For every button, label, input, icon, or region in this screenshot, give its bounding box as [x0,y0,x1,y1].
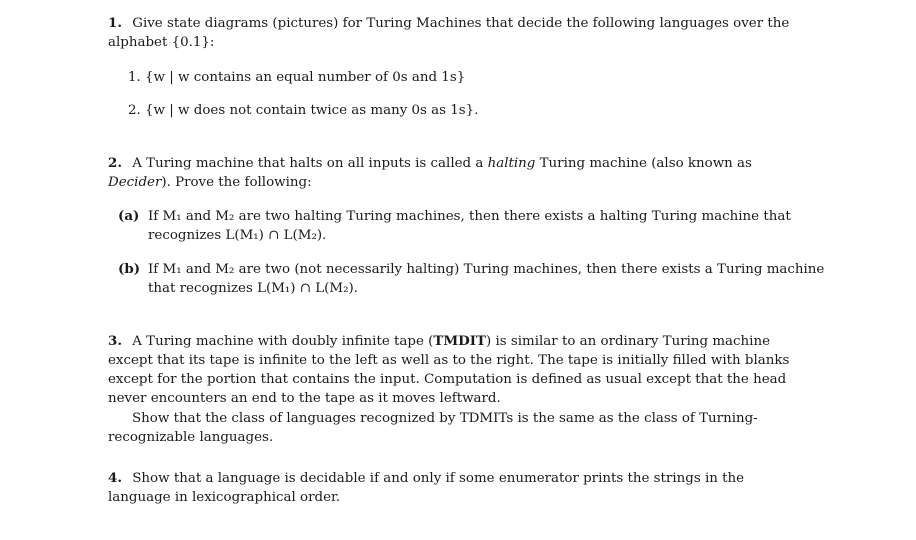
question-2-item-a-text: If M₁ and M₂ are two halting Turing machines, then there exists a halting Turing machine that recognizes L(M₁) ∩ L(M₂). [148,209,791,243]
question-2 [108,154,810,192]
question-4-text: Show that a language is decidable if and only if some enumerator prints the strings in the language in lexicographical order. [108,471,745,505]
question-1-item-1: 1. {w | w contains an equal number of 0s and 1s} [128,70,466,85]
question-2-number: 2. [108,155,122,171]
question-1 [108,14,810,52]
question-2-item-b-text: If M₁ and M₂ are two (not necessarily halting) Turing machines, then there exists a Turing machine that recognizes L(M₁) ∩ L(M₂). [148,262,825,296]
question-3-paragraph-2: Show that the class of languages recognized by TDMITs is the same as the class of Turning-recognizable languages. [108,411,758,445]
question-2-em-decider: Decider [108,175,162,190]
question-3-bold-tmdit: TMDIT [433,333,486,349]
question-2-text-pre: A Turing machine that halts on all inputs is called a [132,156,484,171]
question-3 [108,332,810,408]
question-4-number: 4. [108,470,122,486]
question-3-text-post: ) is similar to an ordinary Turing machine except that its tape is infinite to the left as well as to the right. The tape is initially filled with blanks except for the portion that contains the input. Computation is defined as usual except that the head never encounters an end to the tape as it moves leftward. [108,334,790,406]
question-4 [108,469,810,507]
question-1-text: Give state diagrams (pictures) for Turing Machines that decide the following languages over the alphabet {0.1}: [108,16,790,50]
question-3-text-pre: A Turing machine with doubly infinite tape ( [132,334,434,349]
question-3-number: 3. [108,333,122,349]
question-2-text-post: Turing machine (also known as [539,156,752,171]
question-1-item-2: 2. {w | w does not contain twice as many 0s as 1s}. [128,103,479,118]
question-2-em-halting: halting [487,156,536,171]
question-1-number: 1. [108,15,122,31]
question-2-item-b-label: (b) [118,261,141,277]
question-2-item-a-label: (a) [118,208,140,224]
question-2-item-b [118,260,840,298]
question-2-text-end: ). Prove the following: [161,175,312,190]
question-2-item-a [118,207,840,245]
